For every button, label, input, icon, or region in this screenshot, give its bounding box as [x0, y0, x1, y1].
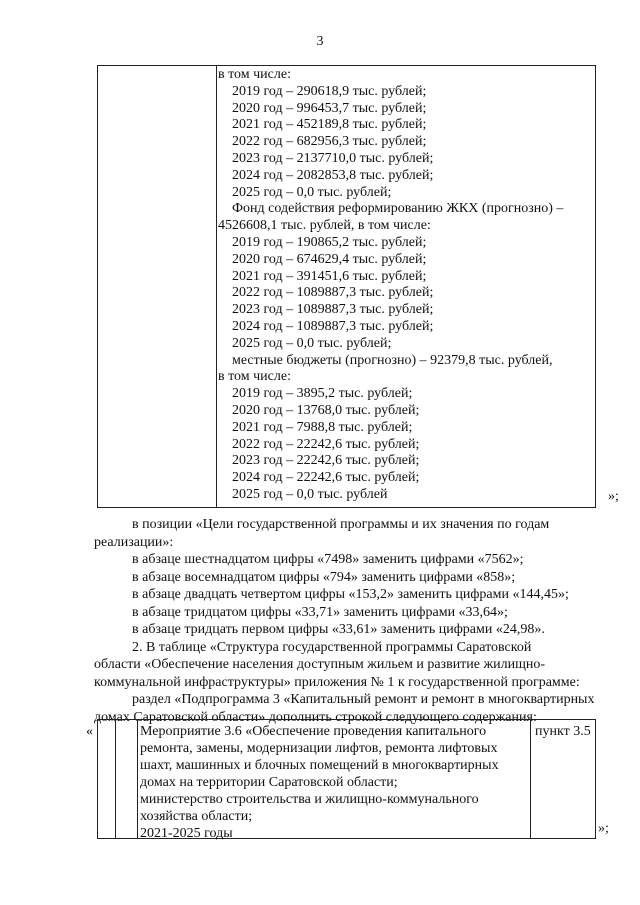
table-column-divider: [115, 720, 116, 838]
table-line: 2020 год – 674629,4 тыс. рублей;: [232, 251, 427, 267]
table-line: 4526608,1 тыс. рублей, в том числе:: [218, 218, 431, 234]
opening-quote: «: [86, 724, 93, 739]
paragraph-line: в абзаце шестнадцатом цифры «7498» заменить цифрами «7562»;: [132, 552, 524, 567]
table-line: 2022 год – 682956,3 тыс. рублей;: [232, 134, 427, 150]
funding-table: [97, 65, 596, 508]
table-line: Мероприятие 3.6 «Обеспечение проведения капитального: [140, 724, 487, 739]
table-line: 2019 год – 3895,2 тыс. рублей;: [232, 386, 413, 402]
table-line: местные бюджеты (прогнозно) – 92379,8 тыс. рублей,: [232, 352, 553, 368]
table-line: шахт, машинных и блочных помещений в многоквартирных: [140, 758, 499, 773]
table-line: 2021 год – 7988,8 тыс. рублей;: [232, 419, 413, 435]
table-line: 2022 год – 22242,6 тыс. рублей;: [232, 436, 420, 452]
table-line: в том числе:: [218, 67, 291, 82]
funding-cell: [218, 67, 594, 504]
table-line: хозяйства области;: [140, 809, 253, 824]
table-line: 2022 год – 1089887,3 тыс. рублей;: [232, 285, 434, 301]
table-line: 2024 год – 22242,6 тыс. рублей;: [232, 470, 420, 486]
paragraph-line: в позиции «Цели государственной программы и их значения по годам: [132, 517, 550, 532]
measure-cell: [140, 723, 528, 842]
table-line: ремонта, замены, модернизации лифтов, ремонта лифтовых: [140, 741, 498, 756]
table-line: 2020 год – 13768,0 тыс. рублей;: [232, 402, 420, 418]
table-line: 2021-2025 годы: [140, 826, 233, 841]
table-line: 2021 год – 391451,6 тыс. рублей;: [232, 268, 427, 284]
paragraph-line: коммунальной инфраструктуры» приложения № 1 к государственной программе:: [94, 674, 580, 690]
table-line: 2019 год – 290618,9 тыс. рублей;: [232, 83, 427, 99]
table-line: министерство строительства и жилищно-коммунального: [140, 792, 479, 807]
table-line: 2025 год – 0,0 тыс. рублей;: [232, 335, 392, 351]
table-line: в том числе:: [218, 369, 291, 385]
paragraph-line: в абзаце восемнадцатом цифры «794» заменить цифрами «858»;: [132, 569, 516, 585]
table-line: 2020 год – 996453,7 тыс. рублей;: [232, 100, 427, 116]
table-line: 2025 год – 0,0 тыс. рублей: [232, 486, 388, 502]
paragraph-line: раздел «Подпрограмма 3 «Капитальный ремонт и ремонт в многоквартирных: [132, 692, 595, 707]
paragraph-line: в абзаце тридцать первом цифры «33,61» заменить цифрами «24,98».: [132, 622, 545, 637]
paragraph-line: 2. В таблице «Структура государственной программы Саратовской: [132, 639, 532, 655]
paragraph-line: области «Обеспечение населения доступным жильем и развитие жилищно-: [94, 657, 546, 672]
paragraph-line: в абзаце двадцать четвертом цифры «153,2» заменить цифрами «144,45»;: [132, 587, 569, 602]
table-line: 2024 год – 2082853,8 тыс. рублей;: [232, 167, 434, 183]
closing-quote: »;: [608, 489, 619, 504]
page-number: 3: [316, 34, 324, 49]
paragraph-line: в абзаце тридцатом цифры «33,71» заменить цифрами «33,64»;: [132, 604, 508, 620]
table-line: 2021 год – 452189,8 тыс. рублей;: [232, 117, 427, 133]
table-line: 2023 год – 22242,6 тыс. рублей;: [232, 453, 420, 469]
paragraph-line: домах Саратовской области» дополнить строкой следующего содержания:: [94, 709, 537, 725]
table-column-divider: [137, 720, 138, 838]
table-line: 2024 год – 1089887,3 тыс. рублей;: [232, 318, 434, 334]
table-column-divider: [530, 720, 531, 838]
amendment-text: [94, 516, 596, 726]
table-line: Фонд содействия реформированию ЖКХ (прогнозно) –: [232, 201, 564, 217]
paragraph-line: реализации»:: [94, 534, 174, 550]
table-line: 2023 год – 2137710,0 тыс. рублей;: [232, 150, 434, 166]
closing-quote: »;: [598, 821, 609, 836]
insert-table: [97, 719, 596, 839]
table-line: 2025 год – 0,0 тыс. рублей;: [232, 184, 392, 200]
table-line: домах на территории Саратовской области;: [140, 775, 398, 790]
table-line: 2019 год – 190865,2 тыс. рублей;: [232, 234, 427, 250]
table-column-divider: [216, 66, 217, 507]
reference-cell: пункт 3.5: [535, 724, 591, 739]
table-line: 2023 год – 1089887,3 тыс. рублей;: [232, 302, 434, 318]
